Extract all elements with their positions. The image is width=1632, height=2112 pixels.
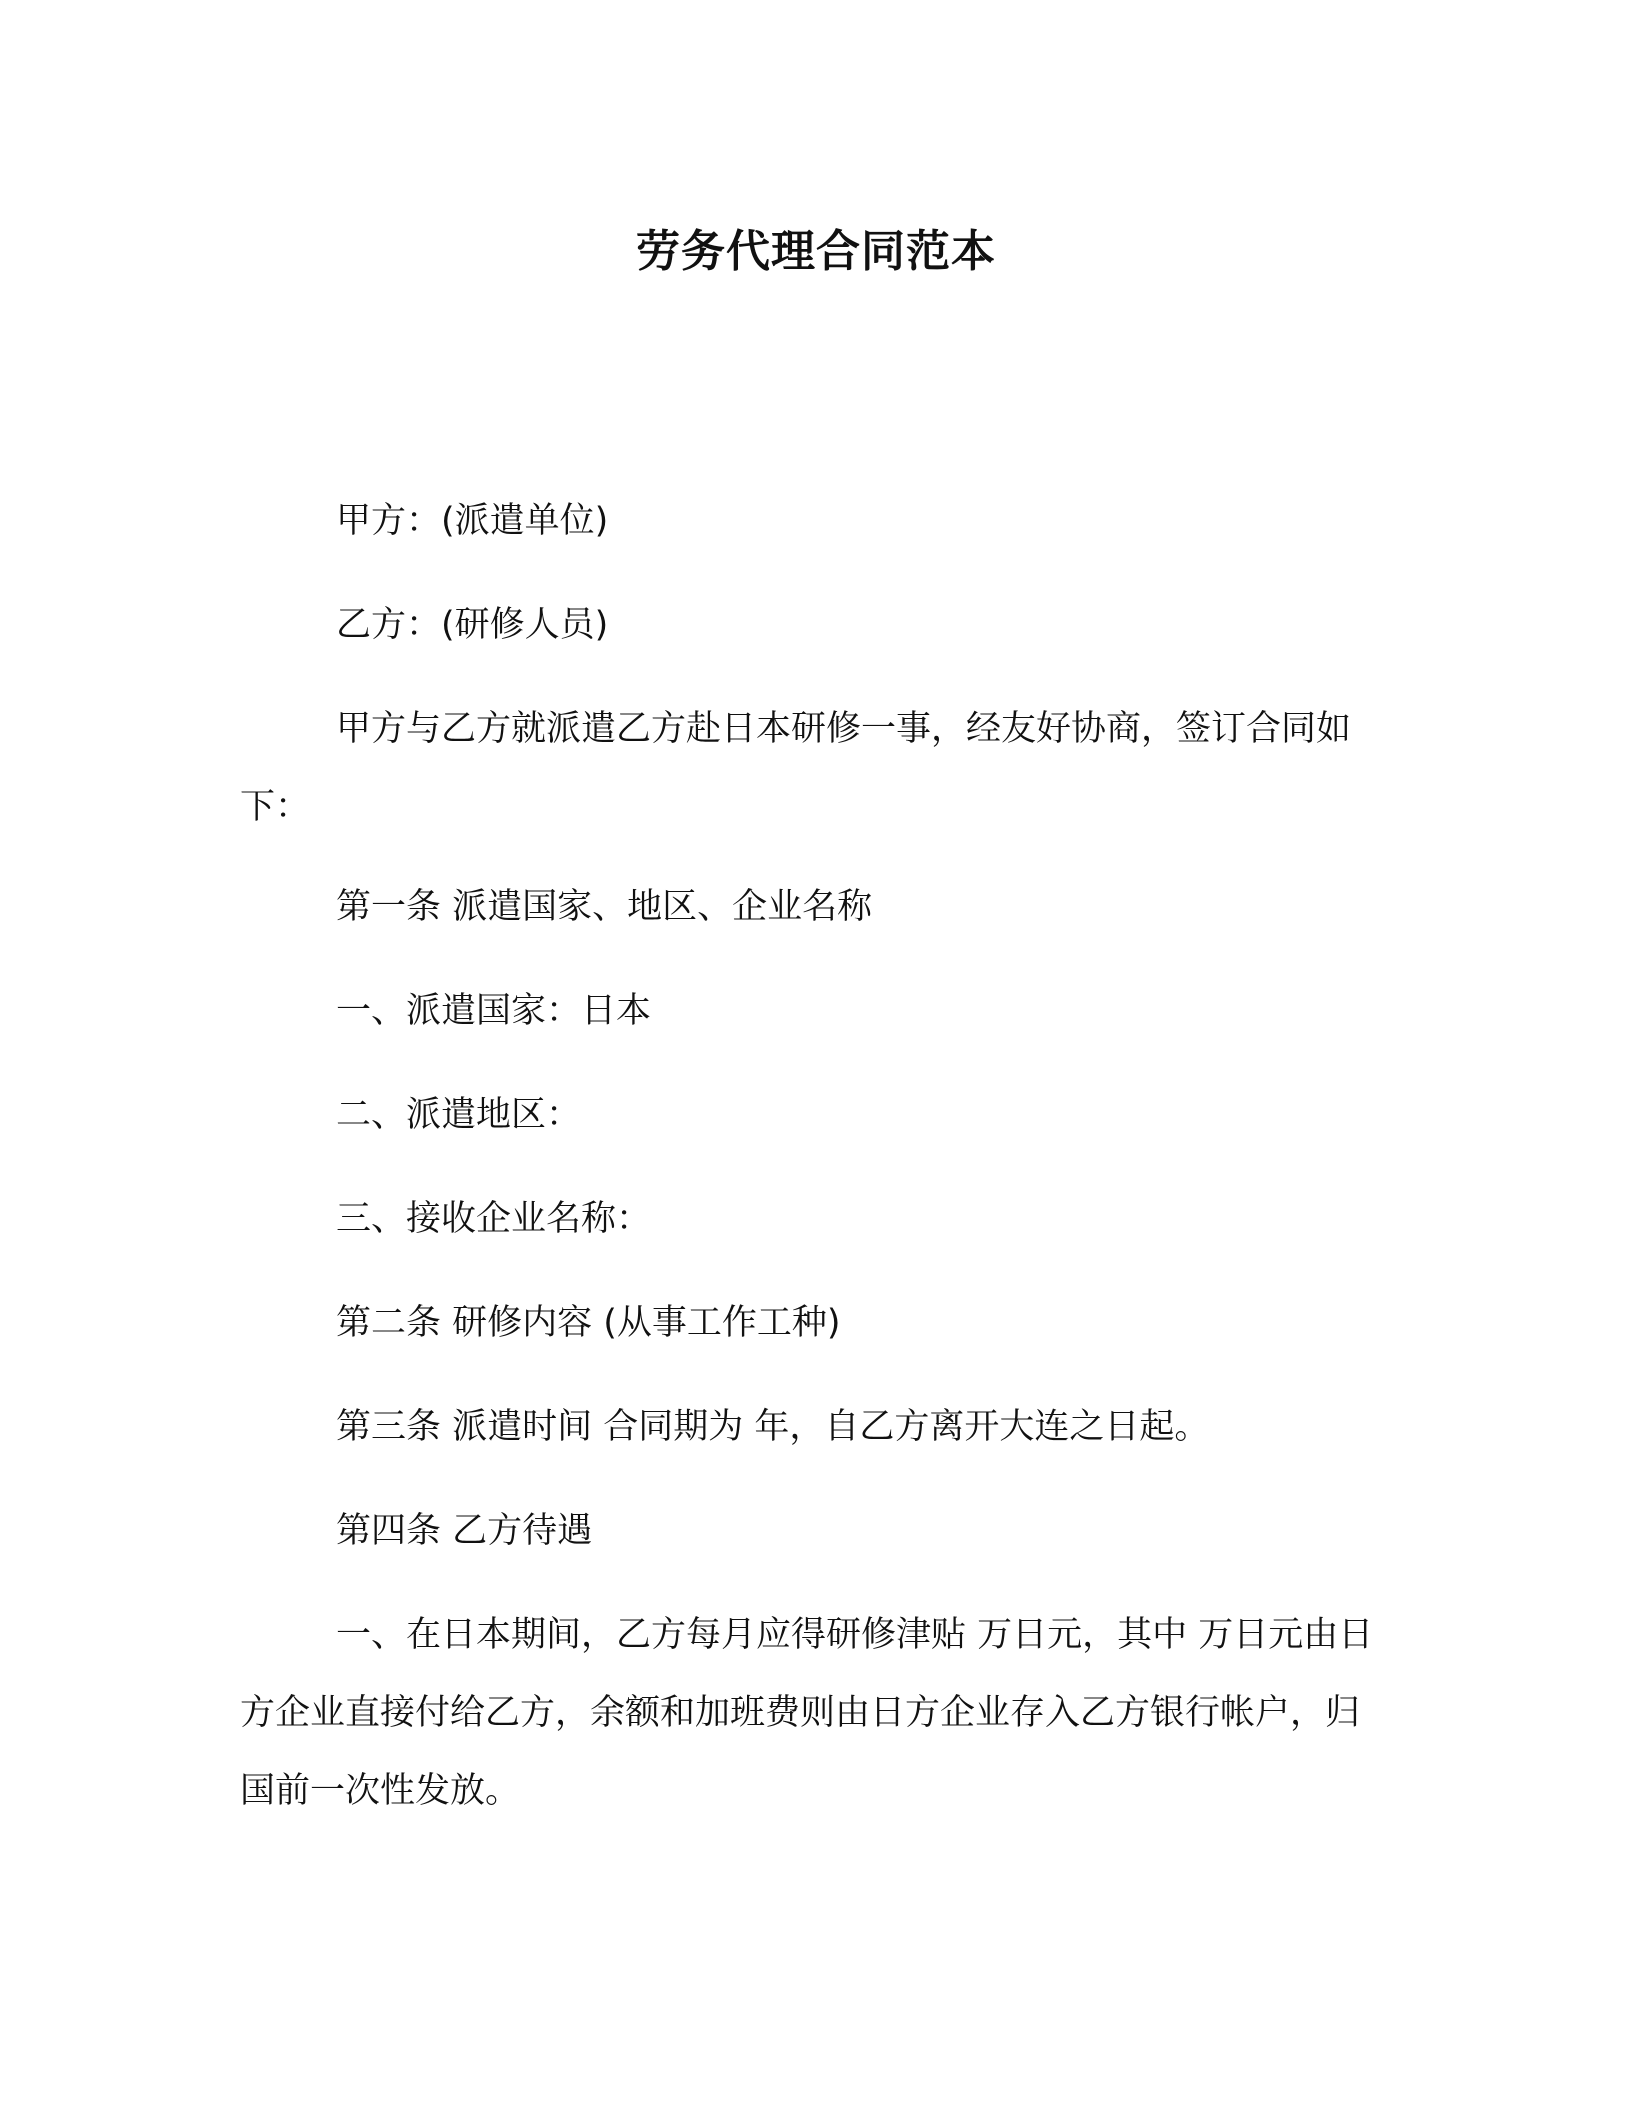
article-1-item-1: 一、派遣国家：日本: [336, 991, 652, 1031]
article-4-heading: 第四条 乙方待遇: [336, 1511, 593, 1551]
intro-paragraph: 甲方与乙方就派遣乙方赴日本研修一事，经友好协商，签订合同如下：: [240, 709, 1352, 827]
article-1-heading: 第一条 派遣国家、地区、企业名称: [336, 887, 873, 927]
party-b-line: 乙方：(研修人员): [336, 605, 609, 645]
article-2-heading: 第二条 研修内容 (从事工作工种): [336, 1303, 841, 1343]
article-3-paragraph: 第三条 派遣时间 合同期为 年，自乙方离开大连之日起。: [336, 1407, 1210, 1447]
party-a-line: 甲方：(派遣单位): [336, 501, 609, 541]
article-4-item-1: 一、在日本期间，乙方每月应得研修津贴 万日元，其中 万日元由日方企业直接付给乙方，余额和加班费则由日方企业存入乙方银行帐户，归国前一次性发放。: [240, 1615, 1374, 1811]
document-title: 劳务代理合同范本: [636, 226, 996, 277]
article-1-item-3: 三、接收企业名称：: [336, 1199, 652, 1239]
article-1-item-2: 二、派遣地区：: [336, 1095, 582, 1135]
